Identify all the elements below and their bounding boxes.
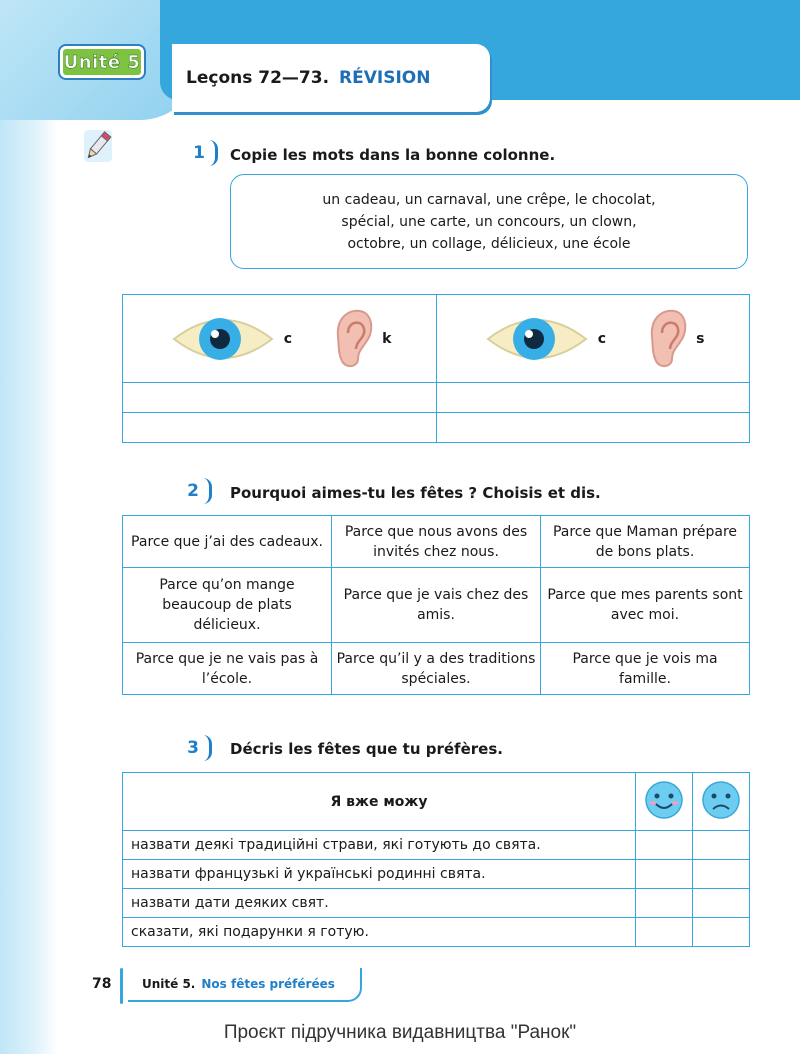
- reason-cell: Parce que Maman prépare de bons plats.: [541, 516, 750, 568]
- exercise-1-instruction: Copie les mots dans la bonne colonne.: [230, 146, 556, 164]
- happy-checkbox[interactable]: [636, 889, 693, 918]
- word-line: octobre, un collage, délicieux, une école: [347, 235, 631, 252]
- see-letter: c: [597, 330, 607, 347]
- exercise-3-number: 3: [176, 733, 210, 763]
- exercise-2-instruction: Pourquoi aimes-tu les fêtes ? Choisis et dis.: [230, 484, 601, 502]
- answer-cell[interactable]: [123, 383, 437, 413]
- skill-item: сказати, які подарунки я готую.: [123, 918, 636, 947]
- answer-cell[interactable]: [437, 413, 750, 443]
- skill-item: назвати деякі традиційні страви, які готують до свята.: [123, 831, 636, 860]
- lesson-header: [172, 44, 490, 112]
- exercise-1-number: 1: [182, 138, 216, 168]
- footer-unit-label: [128, 968, 362, 1002]
- reason-cell: Parce que je ne vais pas à l’école.: [123, 643, 332, 695]
- lesson-prefix: Leçons 72—73.: [186, 68, 330, 88]
- footer-unit-title: Nos fêtes préférées: [201, 977, 335, 991]
- hear-letter: k: [382, 330, 392, 347]
- answer-cell[interactable]: [123, 413, 437, 443]
- skill-item: назвати дати деяких свят.: [123, 889, 636, 918]
- reason-cell: Parce que j’ai des cadeaux.: [123, 516, 332, 568]
- sad-checkbox[interactable]: [693, 831, 750, 860]
- skill-item: назвати французькі й українські родинні свята.: [123, 860, 636, 889]
- self-assessment-table: [122, 772, 750, 947]
- sad-checkbox[interactable]: [693, 918, 750, 947]
- word-line: un cadeau, un carnaval, une crêpe, le chocolat,: [322, 191, 656, 208]
- page-number: 78: [92, 976, 112, 992]
- happy-column-header: [636, 773, 693, 831]
- reason-cell: Parce que nous avons des invités chez nous.: [332, 516, 541, 568]
- publisher-caption: Проєкт підручника видавництва "Ранок": [223, 1022, 577, 1043]
- reason-cell: Parce qu’il y a des traditions spéciales.: [332, 643, 541, 695]
- see-letter: c: [283, 330, 293, 347]
- word-box: [230, 174, 748, 269]
- reason-cell: Parce qu’on mange beaucoup de plats délicieux.: [123, 568, 332, 643]
- hear-letter: s: [696, 330, 705, 347]
- exercise-2-number: 2: [176, 476, 210, 506]
- column-c-s-header: [437, 295, 750, 383]
- sound-columns-table: [122, 294, 750, 443]
- column-c-k-header: [123, 295, 437, 383]
- happy-smiley-icon: [644, 780, 684, 820]
- eye-icon: [482, 309, 592, 369]
- sad-checkbox[interactable]: [693, 860, 750, 889]
- ear-icon: [328, 307, 376, 371]
- reason-cell: Parce que je vois ma famille.: [541, 643, 750, 695]
- happy-checkbox[interactable]: [636, 918, 693, 947]
- footer-unit: Unité 5.: [142, 977, 196, 991]
- unit-badge: Unité 5: [60, 46, 144, 78]
- self-assessment-title: Я вже можу: [123, 773, 636, 831]
- sad-checkbox[interactable]: [693, 889, 750, 918]
- ear-icon: [642, 307, 690, 371]
- exercise-3-instruction: Décris les fêtes que tu préfères.: [230, 740, 503, 758]
- eye-icon: [168, 309, 278, 369]
- pencil-icon: [80, 128, 116, 164]
- lesson-title: RÉVISION: [339, 68, 431, 88]
- happy-checkbox[interactable]: [636, 831, 693, 860]
- reason-cell: Parce que mes parents sont avec moi.: [541, 568, 750, 643]
- sad-column-header: [693, 773, 750, 831]
- sad-smiley-icon: [701, 780, 741, 820]
- reasons-table: [122, 515, 750, 695]
- answer-cell[interactable]: [437, 383, 750, 413]
- page-side-strip: [0, 0, 58, 1054]
- footer-divider: [120, 968, 123, 1004]
- happy-checkbox[interactable]: [636, 860, 693, 889]
- word-line: spécial, une carte, un concours, un clown,: [341, 213, 637, 230]
- reason-cell: Parce que je vais chez des amis.: [332, 568, 541, 643]
